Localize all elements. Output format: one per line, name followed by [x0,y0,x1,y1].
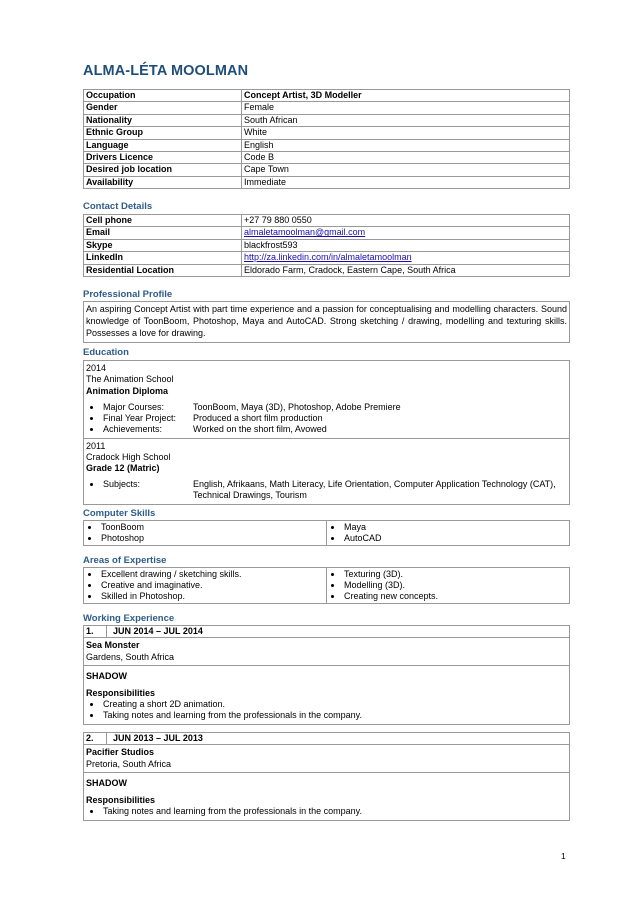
field-value: Concept Artist, 3D Modeller [242,90,570,102]
skills-list-left [84,522,326,544]
education-box [83,360,570,505]
personal-details-table [83,89,570,189]
education-year: 2014 [86,363,107,373]
education-entry [84,439,569,505]
responsibilities-list [86,699,567,721]
education-entry [84,361,569,439]
job-company: Pacifier Studios [86,747,155,758]
job-header [84,733,569,745]
list-item: Taking notes and learning from the professionals in the company. [86,806,567,817]
expertise-section-title: Areas of Expertise [83,555,167,566]
field-value: South African [242,114,570,126]
job-number: 2. [84,733,107,744]
responsibilities-label: Responsibilities [86,688,156,698]
field-label: Skype [84,239,242,251]
field-label: Email [84,227,242,239]
field-value: English [242,139,570,151]
table-row [84,90,570,102]
table-row [84,102,570,114]
job-role: SHADOW [86,670,127,681]
field-label: Desired job location [84,164,242,176]
education-school: Cradock High School [86,451,171,462]
education-school: The Animation School [86,374,174,385]
field-label: Availability [84,176,242,188]
list-item: Photoshop [84,533,326,544]
linkedin-link[interactable]: http://za.linkedin.com/in/almaletamoolman [244,252,412,263]
computer-skills-box [83,520,570,546]
list-item: Creating a short 2D animation. [86,699,567,710]
responsibilities-list [86,806,567,817]
location-value: Eldorado Farm, Cradock, Eastern Cape, South Africa [242,264,570,276]
list-item: Texturing (3D). [327,569,569,580]
expertise-box [83,567,570,604]
job-company: Sea Monster [86,640,140,651]
table-row [84,252,570,264]
field-label: Ethnic Group [84,127,242,139]
field-value: Code B [242,151,570,163]
page-number: 1 [561,851,566,861]
field-value: Female [242,102,570,114]
job-header [84,626,569,638]
job-entry [83,732,570,821]
table-row [84,151,570,163]
education-details-list [86,479,567,501]
job-location: Gardens, South Africa [86,651,175,662]
table-row [84,127,570,139]
list-item: Achievements: Worked on the short film, Avowed [86,424,567,435]
field-label: Nationality [84,114,242,126]
table-row [84,215,570,227]
email-link[interactable]: almaletamoolman@gmail.com [244,227,366,238]
field-label: Residential Location [84,264,242,276]
table-row [84,264,570,276]
computer-skills-section-title: Computer Skills [83,508,156,519]
table-row [84,239,570,251]
list-item: AutoCAD [327,533,569,544]
skills-list-right [327,522,569,544]
job-role: SHADOW [86,777,127,788]
field-label: Drivers Licence [84,151,242,163]
table-row [84,114,570,126]
education-qualification: Grade 12 (Matric) [86,463,160,474]
phone-value: +27 79 880 0550 [242,215,570,227]
skype-value: blackfrost593 [242,239,570,251]
job-entry [83,625,570,725]
contact-details-table [83,214,570,277]
list-item: Excellent drawing / sketching skills. [84,569,326,580]
field-label: Occupation [84,90,242,102]
table-row [84,176,570,188]
field-label: Language [84,139,242,151]
list-item: Subjects: English, Afrikaans, Math Literacy, Life Orientation, Computer Application Technology (CAT), Technical Drawings, Tourism [86,479,567,501]
job-location: Pretoria, South Africa [86,758,172,769]
candidate-name: ALMA-LÉTA MOOLMAN [83,63,249,79]
list-item: Major Courses: ToonBoom, Maya (3D), Photoshop, Adobe Premiere [86,402,567,413]
list-item: Creative and imaginative. [84,580,326,591]
field-label: LinkedIn [84,252,242,264]
list-item: Creating new concepts. [327,591,569,602]
field-label: Cell phone [84,215,242,227]
list-item: Skilled in Photoshop. [84,591,326,602]
list-item: Taking notes and learning from the professionals in the company. [86,710,567,721]
education-details-list [86,402,567,435]
experience-section-title: Working Experience [83,613,175,624]
list-item: Maya [327,522,569,533]
list-item: Modelling (3D). [327,580,569,591]
expertise-list-right [327,569,569,602]
education-qualification: Animation Diploma [86,385,169,396]
education-section-title: Education [83,347,129,358]
table-row [84,164,570,176]
list-item: ToonBoom [84,522,326,533]
field-value: Cape Town [242,164,570,176]
contact-section-title: Contact Details [83,201,153,212]
job-dates: JUN 2014 – JUL 2014 [113,626,203,636]
profile-section-title: Professional Profile [83,289,173,300]
field-value: White [242,127,570,139]
profile-box [83,301,570,343]
field-label: Gender [84,102,242,114]
table-row [84,227,570,239]
profile-text: An aspiring Concept Artist with part time experience and a passion for conceptualising and modelling characters. Sound knowledge of ToonBoom, Photoshop, Maya and AutoCAD. Strong sketching / drawing, modelling and texturing skills. Possesses a love for drawing. [86,304,567,338]
job-number: 1. [84,626,107,637]
responsibilities-label: Responsibilities [86,795,156,805]
table-row [84,139,570,151]
field-value: Immediate [242,176,570,188]
list-item: Final Year Project: Produced a short film production [86,413,567,424]
expertise-list-left [84,569,326,602]
education-year: 2011 [86,440,106,451]
job-dates: JUN 2013 – JUL 2013 [113,733,203,743]
